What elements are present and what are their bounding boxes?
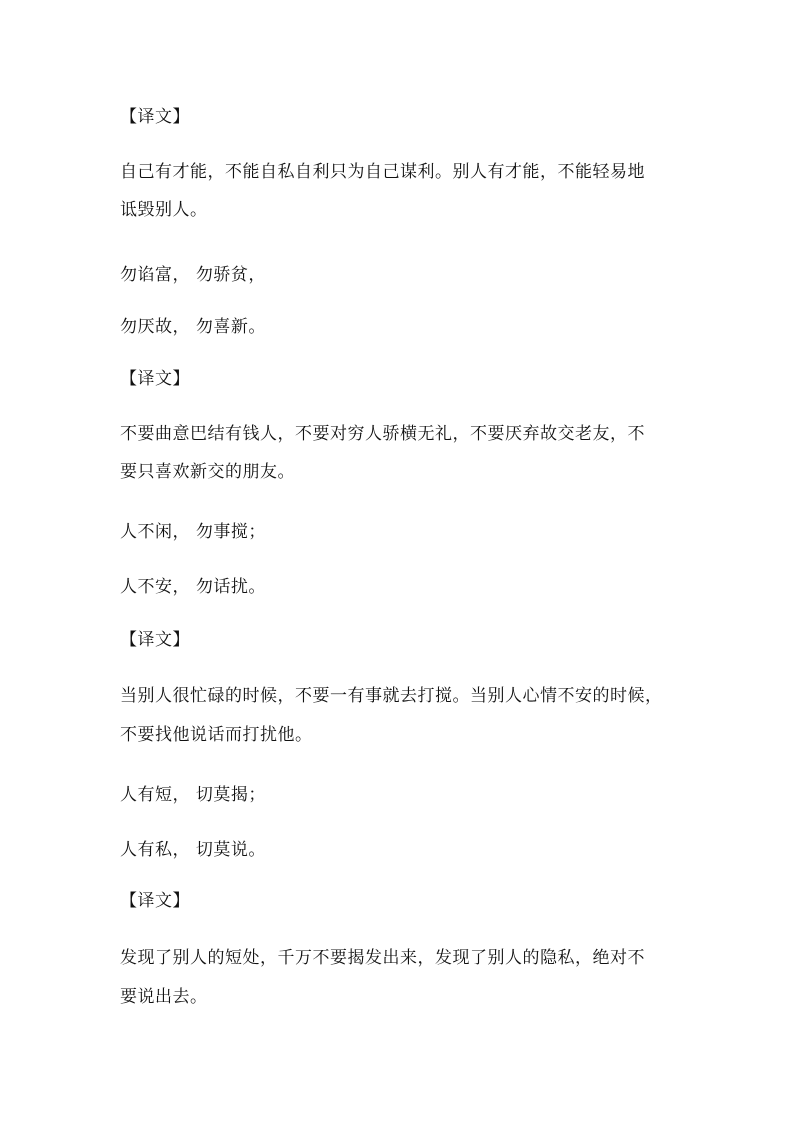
verse-line: 人有私， 切莫说。 (120, 840, 266, 860)
section-heading-translation: 【译文】 (120, 107, 190, 127)
verse-line: 勿厌故， 勿喜新。 (120, 317, 266, 337)
section-heading-translation: 【译文】 (120, 369, 190, 389)
verse-line: 勿谄富， 勿骄贫， (120, 265, 266, 285)
translation-text: 当别人很忙碌的时候，不要一有事就去打搅。当别人心情不安的时候， (120, 686, 663, 706)
translation-text: 不要找他说话而打扰他。 (120, 725, 313, 745)
translation-text: 诋毁别人。 (120, 200, 208, 220)
translation-text: 要说出去。 (120, 987, 208, 1007)
translation-text: 自己有才能，不能自私自利只为自己谋利。别人有才能，不能轻易地 (120, 162, 645, 182)
section-heading-translation: 【译文】 (120, 891, 190, 911)
translation-text: 发现了别人的短处，千万不要揭发出来，发现了别人的隐私，绝对不 (120, 948, 645, 968)
verse-line: 人有短， 切莫揭； (120, 785, 266, 805)
section-heading-translation: 【译文】 (120, 630, 190, 650)
translation-text: 不要曲意巴结有钱人，不要对穷人骄横无礼，不要厌弃故交老友，不 (120, 424, 645, 444)
verse-line: 人不闲， 勿事搅； (120, 522, 266, 542)
translation-text: 要只喜欢新交的朋友。 (120, 462, 295, 482)
verse-line: 人不安， 勿话扰。 (120, 577, 266, 597)
